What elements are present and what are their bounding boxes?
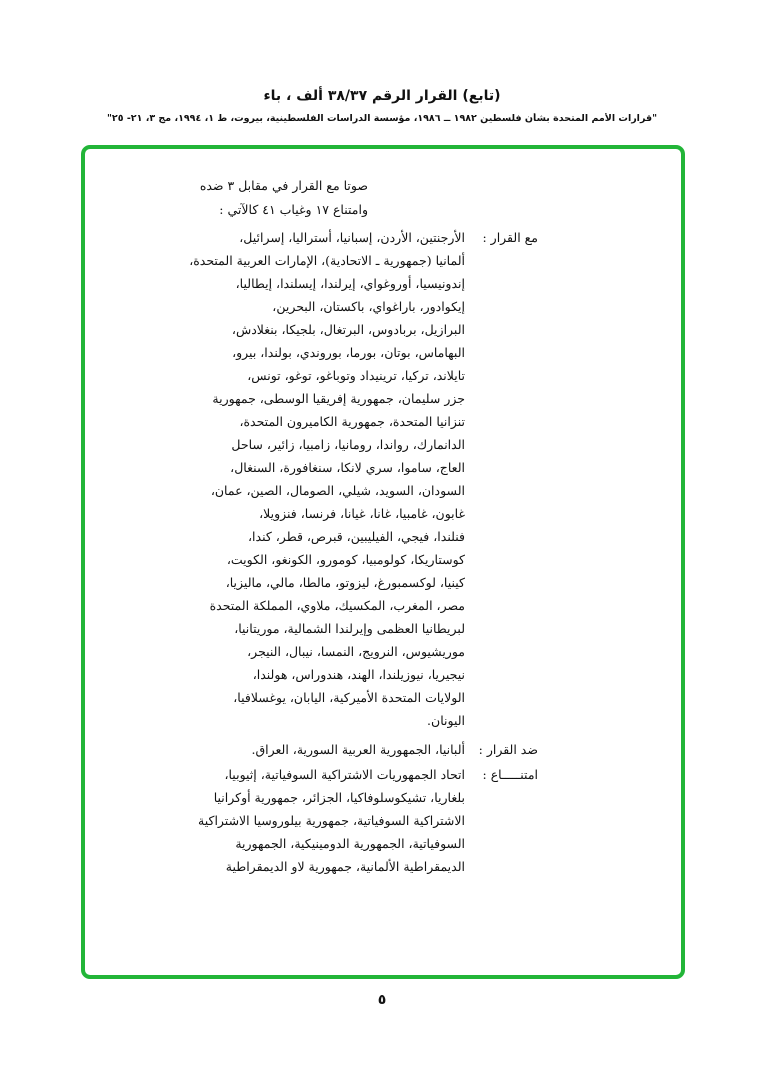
country-list-line: السودان، السويد، شيلي، الصومال، الصين، عمان،	[210, 483, 465, 498]
country-list-line: موريشيوس، النرويج، النمسا، نيبال، النيجر،	[247, 644, 465, 659]
country-list-line: نيجيريا، نيوزيلندا، الهند، هندوراس، هولندا،	[252, 667, 465, 682]
country-list-line: الاشتراكية السوفياتية، جمهورية بيلوروسيا الاشتراكية	[198, 813, 465, 828]
country-list-line: ألبانيا، الجمهورية العربية السورية، العراق.	[251, 742, 465, 757]
country-list-line: تايلاند، تركيا، ترينيداد وتوباغو، توغو، تونس،	[247, 368, 465, 383]
country-list-line: البرازيل، بربادوس، البرتغال، بلجيكا، بنغلادش،	[231, 322, 465, 337]
country-list-line: بلغاريا، تشيكوسلوفاكيا، الجزائر، جمهورية أوكرانيا	[213, 790, 465, 805]
country-list-line: الولايات المتحدة الأميركية، اليابان، يوغسلافيا،	[233, 690, 465, 705]
country-list-line: اليونان.	[427, 713, 465, 728]
country-list-line: البهاماس، بوتان، بورما، بوروندي، بولندا، بيرو،	[232, 345, 465, 360]
vote-summary-line: صوتا مع القرار في مقابل ٣ ضده	[199, 178, 368, 193]
against-label: ضد القرار :	[478, 742, 538, 757]
country-list-line: ألمانيا (جمهورية ـ الاتحادية)، الإمارات العربية المتحدة،	[189, 253, 465, 268]
source-citation: "قرارات الأمم المتحدة بشأن فلسطين ١٩٨٢ ــ ١٩٨٦، مؤسسة الدراسات الفلسطينية، بيروت، ط ١، ١٩٩٤، مج ٣، ٢١- ٢٥"	[106, 113, 658, 124]
country-list-line: الأرجنتين، الأردن، إسبانيا، أستراليا، إسرائيل،	[239, 230, 465, 245]
country-list-line: كوستاريكا، كولومبيا، كومورو، الكونغو، الكويت،	[226, 552, 465, 567]
in-favor-label: مع القرار :	[482, 230, 538, 245]
country-list-line: غابون، غامبيا، غانا، غيانا، فرنسا، فنزويلا،	[259, 506, 465, 521]
vote-summary	[168, 174, 368, 222]
against-country-list	[213, 738, 465, 761]
country-list-line: فنلندا، فيجي، الفيليبين، قبرص، قطر، كندا،	[248, 529, 465, 544]
country-list-line: اتحاد الجمهوريات الاشتراكية السوفياتية، إثيوبيا،	[224, 767, 465, 782]
vote-summary-line: وامتناع ١٧ وغياب ٤١ كالآتي :	[219, 202, 368, 217]
country-list-line: جزر سليمان، جمهورية إفريقيا الوسطى، جمهورية	[212, 391, 465, 406]
abstain-country-list	[198, 763, 465, 878]
country-list-line: إندونيسيا، أوروغواي، إيرلندا، إيسلندا، إيطاليا،	[235, 276, 465, 291]
country-list-line: كينيا، لوكسمبورغ، ليزوتو، مالطا، مالي، ماليزيا،	[225, 575, 465, 590]
country-list-line: تنزانيا المتحدة، جمهورية الكاميرون المتحدة،	[239, 414, 465, 429]
country-list-line: لبريطانيا العظمى وإيرلندا الشمالية، موريتانيا،	[234, 621, 465, 636]
abstain-label: امتنـــــاع :	[482, 767, 538, 782]
country-list-line: إيكوادور، باراغواي، باكستان، البحرين،	[272, 299, 465, 314]
country-list-line: مصر، المغرب، المكسيك، ملاوي، المملكة المتحدة	[209, 598, 465, 613]
country-list-line: العاج، ساموا، سري لانكا، سنغافورة، السنغال،	[230, 460, 465, 475]
in-favor-country-list	[189, 226, 465, 732]
page-number: ٥	[377, 992, 387, 1008]
country-list-line: الدانمارك، رواندا، رومانيا، زامبيا، زائير، ساحل	[231, 437, 465, 452]
country-list-line: السوفياتية، الجمهورية الدومينيكية، الجمهورية	[235, 836, 465, 851]
country-list-line: الديمقراطية الألمانية، جمهورية لاو الديمقراطية	[225, 859, 465, 874]
page-header-title: (تابع) القرار الرقم ٣٨/٣٧ ألف ، باء	[263, 88, 501, 104]
